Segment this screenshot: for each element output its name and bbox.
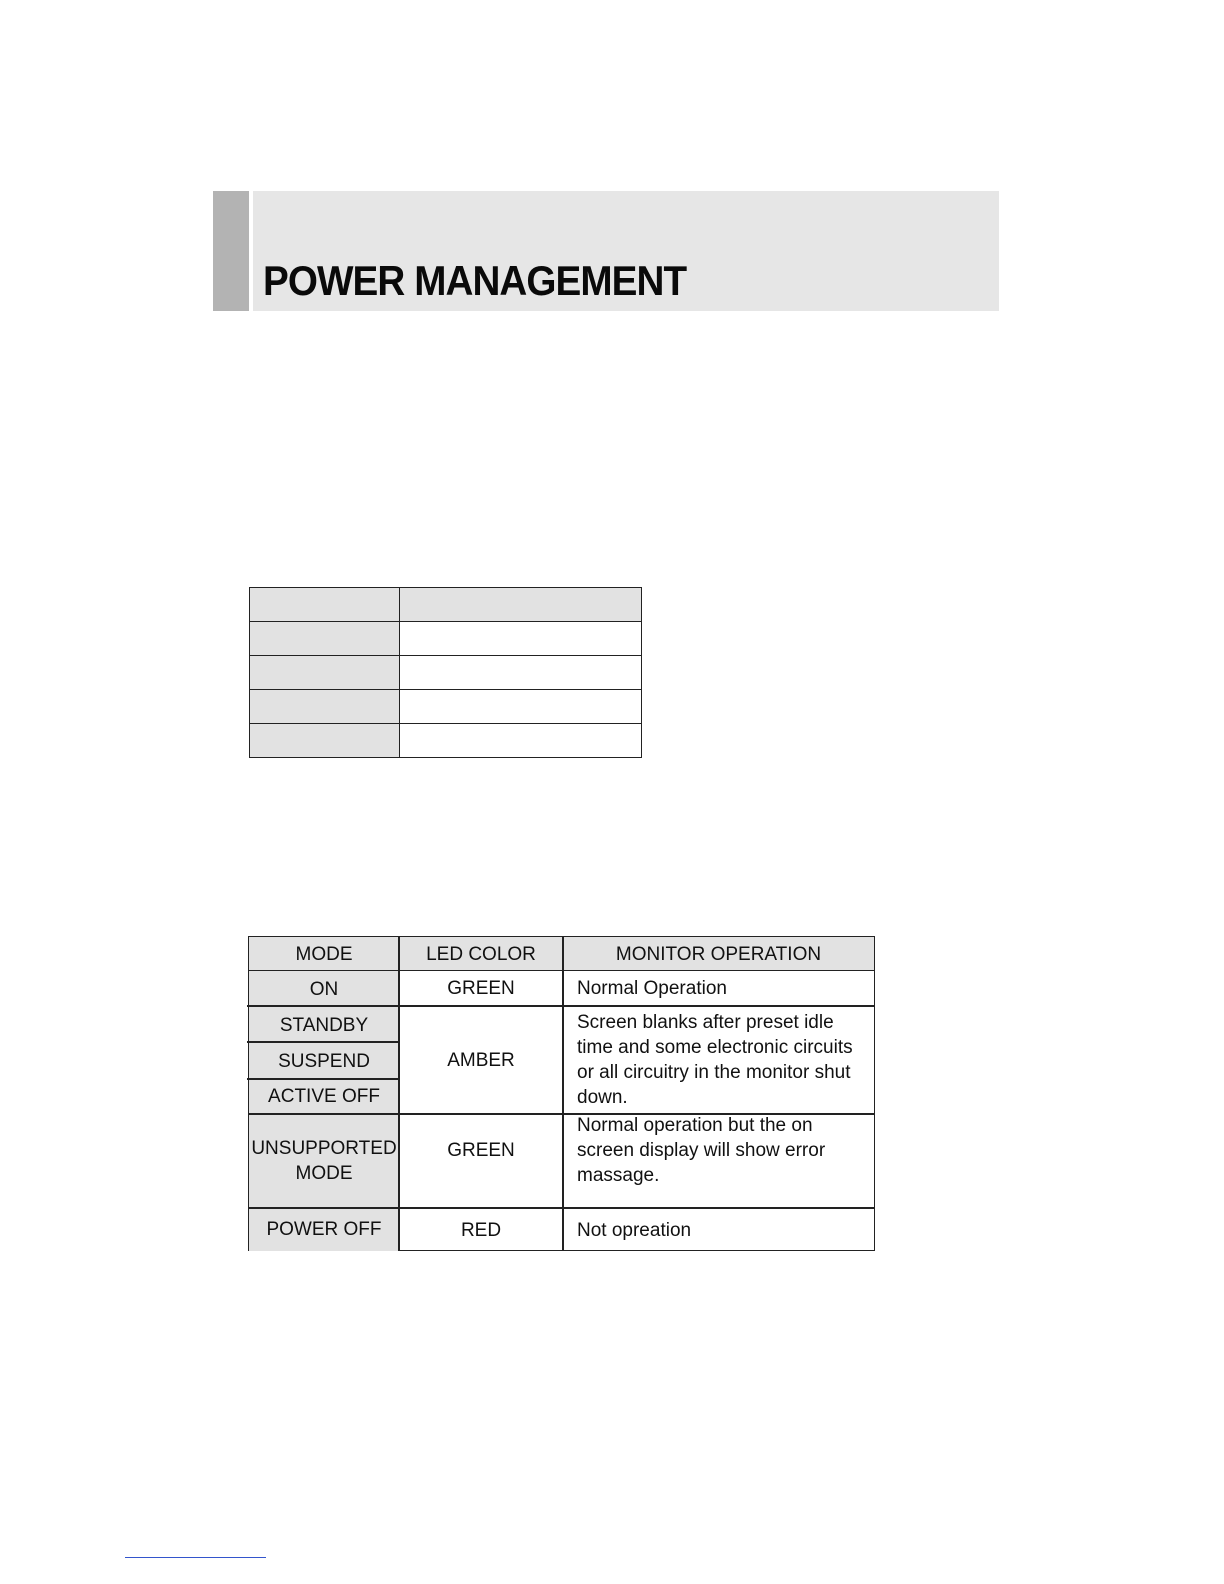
empty-table-value-cell <box>400 656 642 690</box>
empty-table-label-cell <box>250 690 400 724</box>
empty-table-value-cell <box>400 690 642 724</box>
led-power-off: RED <box>460 1219 502 1241</box>
operation-on: Normal Operation <box>577 977 727 999</box>
header-monitor-operation: MONITOR OPERATION <box>615 943 822 965</box>
row-divider <box>247 1005 874 1007</box>
mode-power-off: POWER OFF <box>266 1218 382 1240</box>
empty-table-row <box>250 656 642 690</box>
empty-table <box>249 587 642 758</box>
title-accent-bar <box>213 191 249 311</box>
mode-on: ON <box>309 978 339 1000</box>
column-divider <box>562 937 564 1251</box>
empty-table-row <box>250 724 642 758</box>
row-divider <box>247 1078 399 1080</box>
empty-table-row <box>250 690 642 724</box>
section-title-banner <box>213 191 999 311</box>
led-amber: AMBER <box>447 1049 515 1071</box>
operation-power-off: Not opreation <box>577 1219 692 1241</box>
mode-unsupported: UNSUPPORTED MODE <box>251 1138 397 1184</box>
empty-table-label-cell <box>250 656 400 690</box>
empty-table-header-cell-1 <box>250 588 400 622</box>
empty-table-row <box>250 622 642 656</box>
header-led-color: LED COLOR <box>426 943 536 965</box>
empty-table-value-cell <box>400 622 642 656</box>
mode-active-off: ACTIVE OFF <box>268 1085 380 1107</box>
operation-unsupported: Normal operation but the on screen display will show error massage. <box>577 1114 826 1186</box>
page-title: POWER MANAGEMENT <box>263 257 687 304</box>
row-divider <box>249 1207 874 1209</box>
empty-table-header-row <box>250 588 642 622</box>
led-on: GREEN <box>447 977 515 999</box>
empty-table-value-cell <box>400 724 642 758</box>
power-mode-table <box>248 936 875 1251</box>
column-divider <box>398 937 400 1251</box>
title-accent-gap <box>249 191 253 311</box>
empty-table-label-cell <box>250 622 400 656</box>
footnote-rule <box>125 1557 266 1558</box>
empty-table-header-cell-2 <box>400 588 642 622</box>
led-unsupported: GREEN <box>447 1139 515 1161</box>
row-divider <box>249 970 874 971</box>
empty-table-label-cell <box>250 724 400 758</box>
mode-suspend: SUSPEND <box>278 1050 370 1072</box>
header-mode: MODE <box>295 943 353 965</box>
row-divider <box>247 1041 399 1043</box>
operation-amber-group: Screen blanks after preset idle time and some electronic circuits or all circuitry in the monitor shut down. <box>577 1012 853 1108</box>
row-divider <box>249 1113 874 1115</box>
mode-standby: STANDBY <box>279 1014 369 1036</box>
